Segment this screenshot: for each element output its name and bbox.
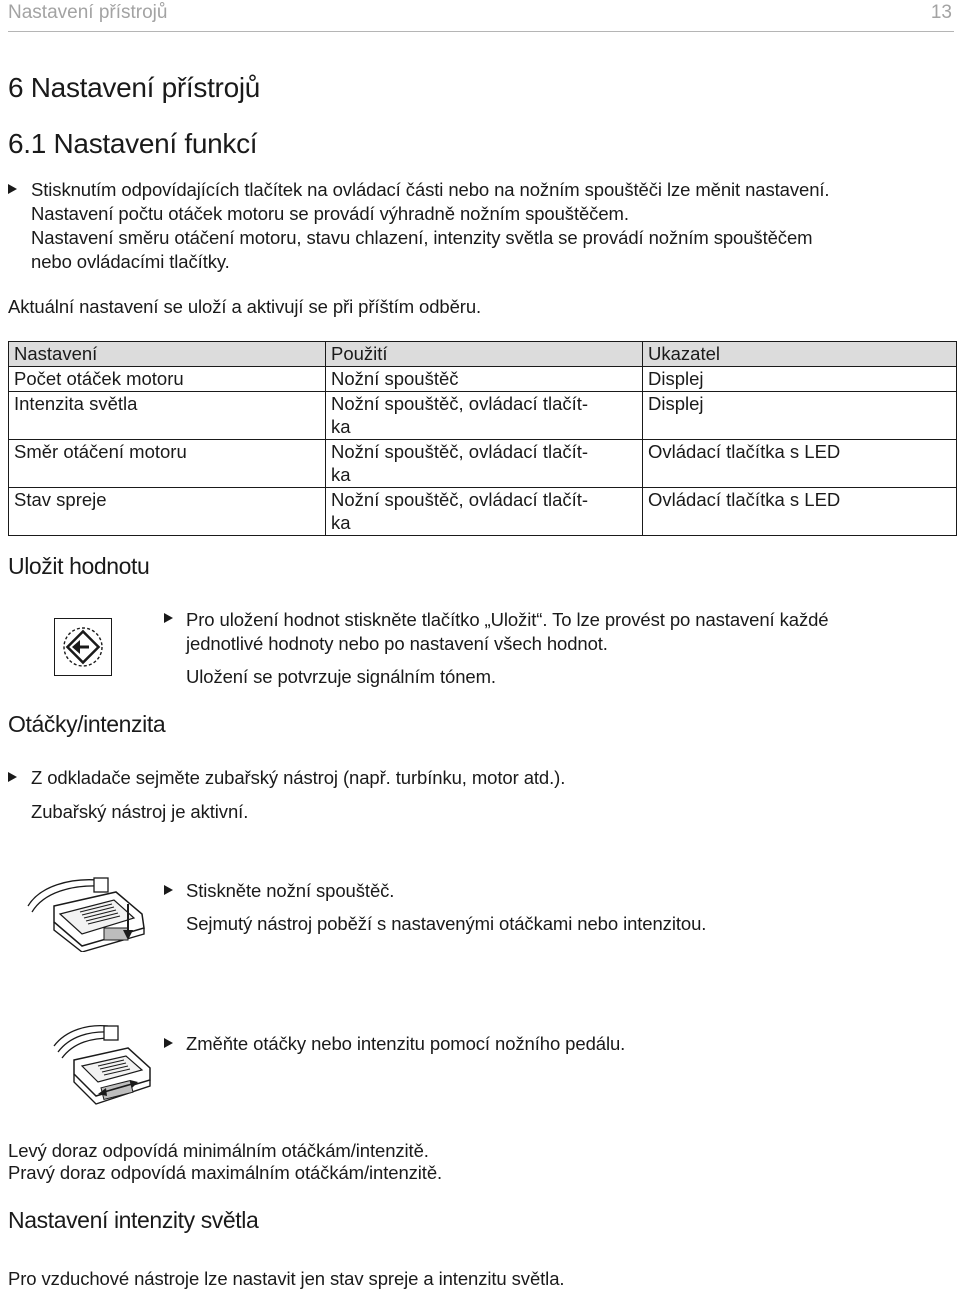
hyphenated-text: Nožní spouštěč, ovládací tlačít- ka bbox=[331, 489, 589, 533]
table-cell-indicator: Ovládací tlačítka s LED bbox=[643, 440, 957, 488]
speed-step-2-result: Sejmutý nástroj poběží s nastavenými otáčkami nebo intenzitou. bbox=[186, 913, 707, 934]
table-header-cell: Ukazatel bbox=[643, 342, 957, 367]
light-text: Pro vzduchové nástroje lze nastavit jen stav spreje a intenzitu světla. bbox=[8, 1268, 565, 1289]
right-stop-note: Pravý doraz odpovídá maximálním otáčkám/intenzitě. bbox=[8, 1162, 443, 1183]
save-instruction bbox=[186, 608, 956, 656]
table-cell-setting: Stav spreje bbox=[9, 488, 326, 536]
save-icon bbox=[54, 618, 112, 676]
table-row bbox=[9, 488, 957, 536]
bullet-arrow-icon bbox=[164, 885, 173, 895]
left-stop-note: Levý doraz odpovídá minimálním otáčkám/intenzitě. bbox=[8, 1140, 429, 1161]
speed-step-1: Z odkladače sejměte zubařský nástroj (např. turbínku, motor atd.). bbox=[31, 767, 566, 788]
foot-pedal-slide-illustration bbox=[52, 1022, 156, 1106]
section-heading: 6 Nastavení přístrojů bbox=[8, 72, 261, 103]
table-cell-setting: Počet otáček motoru bbox=[9, 367, 326, 392]
bullet-arrow-icon bbox=[8, 772, 17, 782]
bullet-arrow-icon bbox=[8, 184, 17, 194]
page-number: 13 bbox=[930, 2, 952, 23]
speed-step-1-result: Zubařský nástroj je aktivní. bbox=[31, 801, 249, 822]
table-cell-indicator: Ovládací tlačítka s LED bbox=[643, 488, 957, 536]
intro-paragraph bbox=[31, 178, 956, 274]
bullet-arrow-icon bbox=[164, 613, 173, 623]
table-cell-use bbox=[326, 392, 643, 440]
light-heading: Nastavení intenzity světla bbox=[8, 1207, 259, 1233]
settings-table bbox=[8, 341, 957, 536]
table-cell-use bbox=[326, 488, 643, 536]
subsection-heading: 6.1 Nastavení funkcí bbox=[8, 128, 258, 159]
bullet-arrow-icon bbox=[164, 1038, 173, 1048]
intro-line: Nastavení počtu otáček motoru se provádí výhradně nožním spouštěčem. bbox=[31, 203, 629, 224]
save-instruction-line: Pro uložení hodnot stiskněte tlačítko „Uložit“. To lze provést po nastavení každé bbox=[186, 609, 829, 630]
hyphenated-text: Nožní spouštěč, ovládací tlačít- ka bbox=[331, 393, 589, 437]
intro-line: nebo ovládacími tlačítky. bbox=[31, 251, 230, 272]
header-divider bbox=[8, 31, 954, 32]
table-header-cell: Nastavení bbox=[9, 342, 326, 367]
save-instruction-line: jednotlivé hodnoty nebo po nastavení všech hodnot. bbox=[186, 633, 608, 654]
save-confirm: Uložení se potvrzuje signálním tónem. bbox=[186, 666, 496, 687]
table-header-cell: Použití bbox=[326, 342, 643, 367]
table-cell-use bbox=[326, 440, 643, 488]
table-row bbox=[9, 392, 957, 440]
running-header-title: Nastavení přístrojů bbox=[8, 2, 168, 23]
save-heading: Uložit hodnotu bbox=[8, 553, 150, 579]
table-header-row bbox=[9, 342, 957, 367]
speed-step-3: Změňte otáčky nebo intenzitu pomocí nožního pedálu. bbox=[186, 1033, 626, 1054]
table-cell-indicator: Displej bbox=[643, 367, 957, 392]
table-cell-use: Nožní spouštěč bbox=[326, 367, 643, 392]
intro-line: Stisknutím odpovídajících tlačítek na ovládací části nebo na nožním spouštěči lze měnit nastavení. bbox=[31, 179, 830, 200]
table-cell-setting: Intenzita světla bbox=[9, 392, 326, 440]
table-row bbox=[9, 367, 957, 392]
table-row bbox=[9, 440, 957, 488]
speed-heading: Otáčky/intenzita bbox=[8, 711, 166, 737]
table-cell-indicator: Displej bbox=[643, 392, 957, 440]
intro-line: Nastavení směru otáčení motoru, stavu chlazení, intenzity světla se provádí nožním spouštěčem bbox=[31, 227, 813, 248]
table-cell-setting: Směr otáčení motoru bbox=[9, 440, 326, 488]
speed-step-2: Stiskněte nožní spouštěč. bbox=[186, 880, 395, 901]
hyphenated-text: Nožní spouštěč, ovládací tlačít- ka bbox=[331, 441, 589, 485]
foot-pedal-press-illustration bbox=[24, 876, 160, 952]
intro-note: Aktuální nastavení se uloží a aktivují se při příštím odběru. bbox=[8, 296, 482, 317]
